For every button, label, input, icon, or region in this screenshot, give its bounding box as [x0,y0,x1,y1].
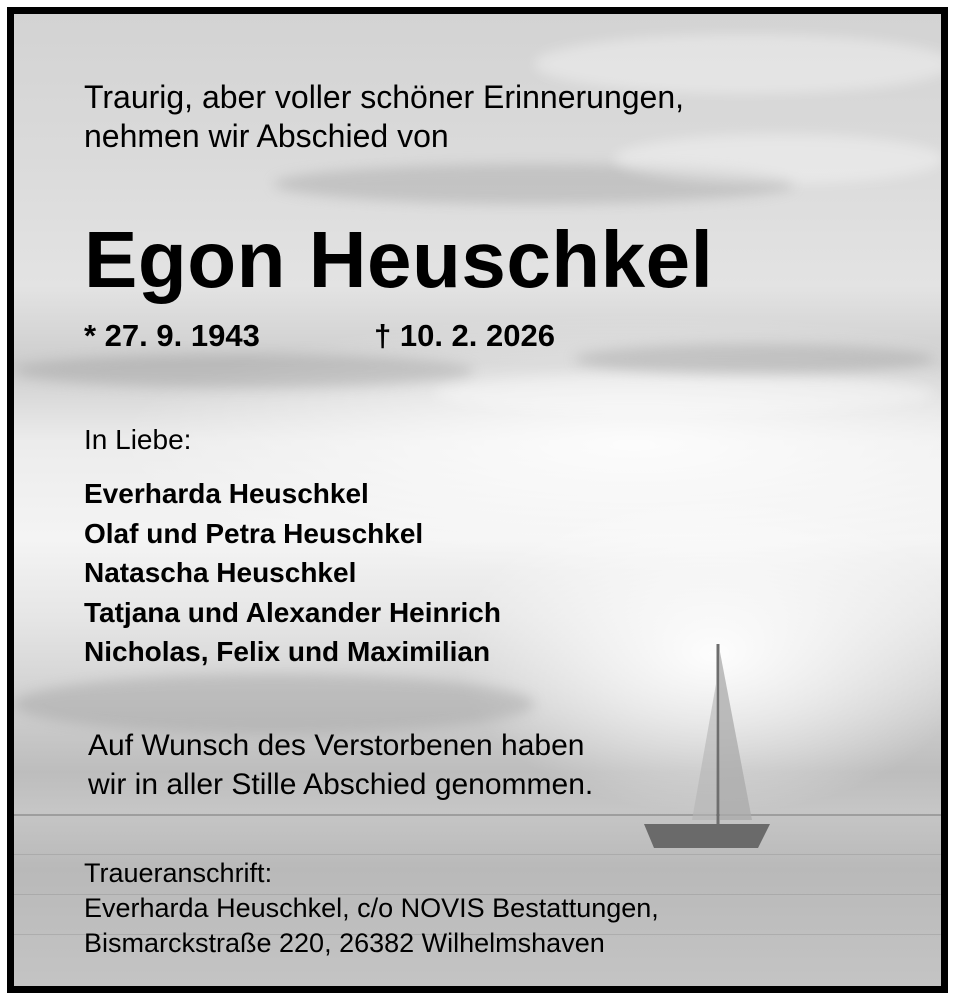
mourner-name: Tatjana und Alexander Heinrich [84,596,501,628]
mourning-address [84,856,659,961]
horizon-line [14,814,941,816]
intro-line: Traurig, aber voller schöner Erinnerungen, [84,79,685,115]
death-date: † 10. 2. 2026 [374,318,555,353]
mourners-list [84,474,501,672]
address-line: Everharda Heuschkel, c/o NOVIS Bestattungen, [84,893,659,923]
life-dates [84,316,784,356]
deceased-name: Egon Heuschkel [84,215,714,304]
mourner-name: Natascha Heuschkel [84,557,357,588]
mourners-label: In Liebe: [84,424,192,455]
wish-line: Auf Wunsch des Verstorbenen haben [88,729,585,762]
cloud [14,674,534,734]
mourner-name: Everharda Heuschkel [84,478,369,509]
wish-line: wir in aller Stille Abschied genommen. [88,768,594,801]
sea-line [14,854,941,855]
address-label: Traueranschrift: [84,858,273,888]
mourner-name: Olaf und Petra Heuschkel [84,517,424,549]
intro-line: nehmen wir Abschied von [84,118,449,154]
mourner-name: Nicholas, Felix und Maximilian [84,636,491,667]
cloud [434,374,934,414]
cloud [14,354,474,388]
sailboat-icon [632,624,772,854]
intro-text [84,78,684,156]
wish-text [88,726,593,804]
obituary-notice [7,7,948,993]
address-line: Bismarckstraße 220, 26382 Wilhelmshaven [84,928,605,958]
birth-date: * 27. 9. 1943 [84,318,260,353]
